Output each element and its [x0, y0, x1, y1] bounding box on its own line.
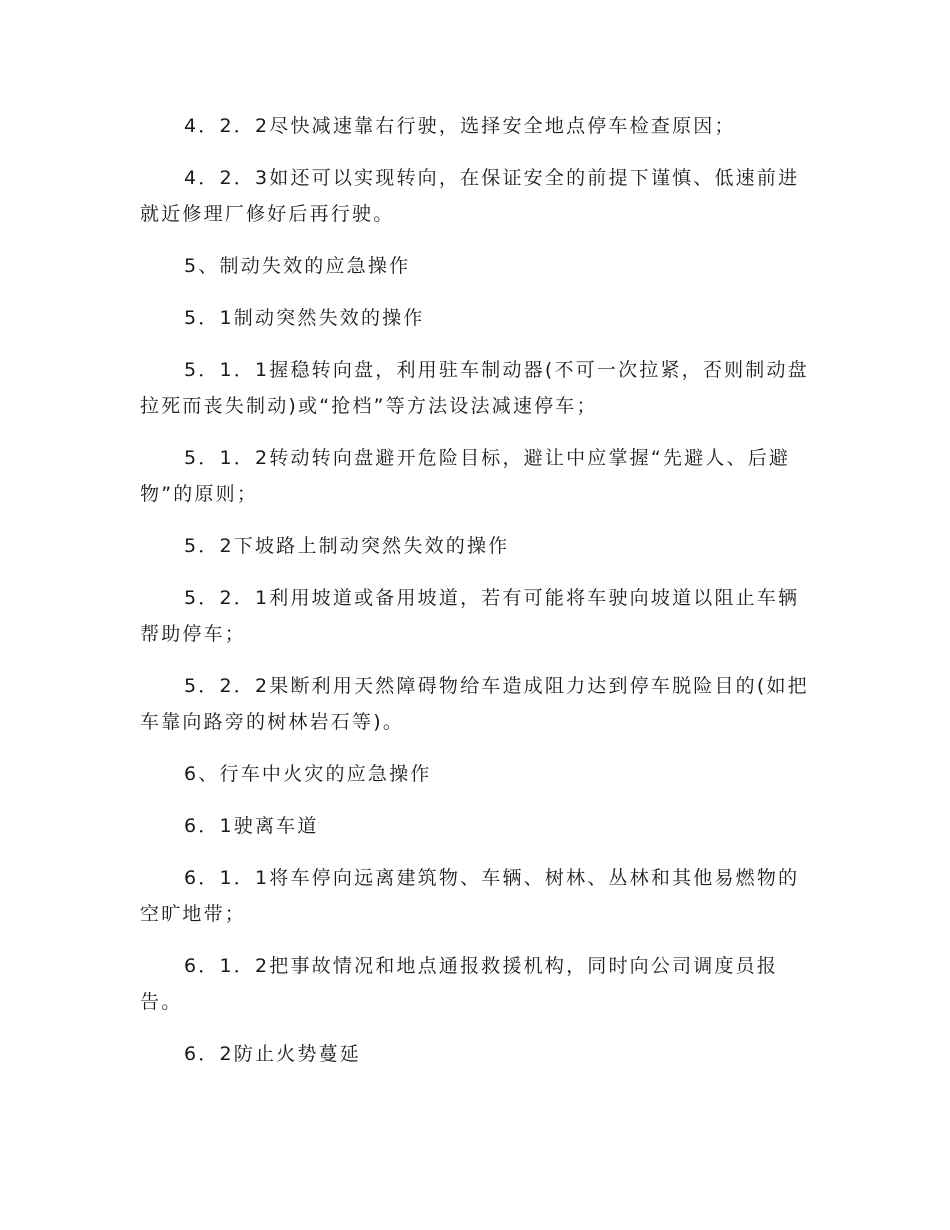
- subsection-heading-6-2: 6．2防止火势蔓延: [184, 1043, 361, 1065]
- paragraph-4-2-2: 4．2．2尽快减速靠右行驶，选择安全地点停车检查原因；: [184, 115, 736, 137]
- subsection-heading-5-1: 5．1制动突然失效的操作: [184, 307, 425, 329]
- paragraph-4-2-3: 4．2．3如还可以实现转向，在保证安全的前提下谨慎、低速前进就近修理厂修好后再行驶。: [140, 167, 800, 225]
- subsection-heading-6-1: 6．1驶离车道: [184, 815, 319, 837]
- paragraph-5-2-2: 5．2．2果断利用天然障碍物给车造成阻力达到停车脱险目的(如把车靠向路旁的树林岩石等)。: [140, 675, 809, 733]
- paragraph-6-1-1: 6．1．1将车停向远离建筑物、车辆、树林、丛林和其他易燃物的空旷地带；: [140, 867, 800, 925]
- section-heading-5: 5、制动失效的应急操作: [184, 255, 411, 277]
- paragraph-5-1-1: 5．1．1握稳转向盘，利用驻车制动器(不可一次拉紧，否则制动盘拉死而丧失制动)或“抢档”等方法设法减速停车；: [140, 359, 809, 417]
- subsection-heading-5-2: 5．2下坡路上制动突然失效的操作: [184, 535, 510, 557]
- section-heading-6: 6、行车中火灾的应急操作: [184, 763, 432, 785]
- paragraph-5-1-2: 5．1．2转动转向盘避开危险目标，避让中应掌握“先避人、后避物”的原则；: [140, 447, 791, 505]
- paragraph-5-2-1: 5．2．1利用坡道或备用坡道，若有可能将车驶向坡道以阻止车辆帮助停车；: [140, 587, 800, 645]
- paragraph-6-1-2: 6．1．2把事故情况和地点通报救援机构，同时向公司调度员报告。: [140, 955, 779, 1013]
- document-body: [140, 108, 812, 1072]
